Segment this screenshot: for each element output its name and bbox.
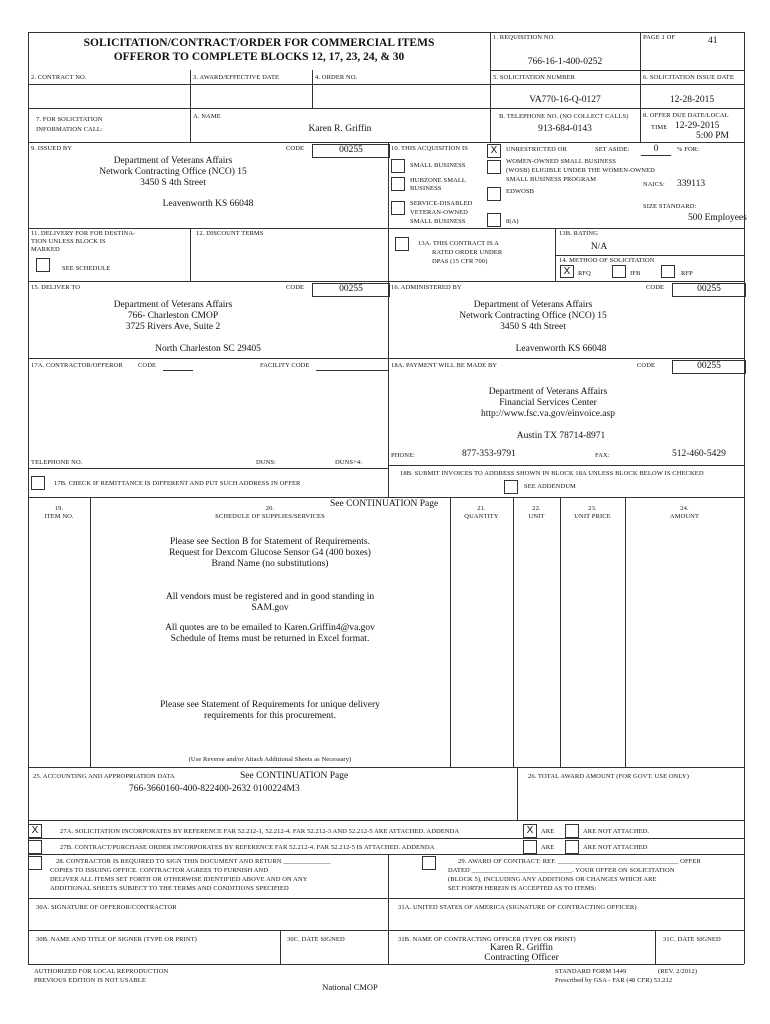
block-28-line-2: COPIES TO ISSUING OFFICE. CONTRACTOR AGREES TO FURNISH AND — [50, 867, 269, 874]
contact-name-value[interactable]: Karen R. Griffin — [308, 124, 372, 134]
wosb-label: WOMEN-OWNED SMALL BUSINESS — [506, 158, 616, 165]
edwosb-label: EDWOSB — [506, 188, 535, 195]
issued-by-line-4: Leavenworth KS 66048 — [162, 199, 254, 209]
footer-standard-form: STANDARD FORM 1449 — [555, 968, 627, 975]
footer-previous-edition: PREVIOUS EDITION IS NOT USABLE — [34, 977, 146, 984]
8a-checkbox[interactable] — [487, 213, 501, 227]
telephone-label: B. TELEPHONE NO. (NO COLLECT CALLS) — [499, 113, 629, 120]
col-schedule: SCHEDULE OF SUPPLIES/SERVICES — [215, 513, 325, 520]
col-quantity: QUANTITY — [464, 513, 499, 520]
deliver-to-code[interactable]: 00255 — [312, 283, 390, 297]
schedule-text-1c: Brand Name (no substitutions) — [211, 559, 329, 569]
deliver-to-line-1: Department of Veterans Affairs — [113, 300, 233, 310]
signer-name-label: 30B. NAME AND TITLE OF SIGNER (TYPE OR PRINT) — [36, 936, 197, 943]
footer-revision: (REV. 2/2012) — [658, 968, 698, 975]
set-aside-pct[interactable]: 0 — [641, 144, 671, 156]
payment-phone-label: PHONE: — [391, 452, 416, 459]
unrestricted-checkbox[interactable]: X — [487, 144, 501, 158]
administered-line-4: Leavenworth KS 66048 — [515, 344, 607, 354]
block-27b-text: 27B. CONTRACT/PURCHASE ORDER INCORPORATES BY REFERENCE FAR 52.212-4. FAR 52.212-5 IS ATTACHED. ADDENDA — [60, 844, 435, 851]
facility-code-field[interactable] — [316, 360, 388, 371]
wosb-checkbox[interactable] — [487, 160, 501, 174]
page-count: 41 — [708, 36, 718, 46]
requisition-value[interactable]: 766-16-1-400-0252 — [527, 57, 603, 67]
payment-fax-label: FAX: — [595, 452, 610, 459]
schedule-text-2b: SAM.gov — [251, 603, 289, 613]
discount-terms-label: 12. DISCOUNT TERMS — [196, 230, 264, 237]
small-business-checkbox[interactable] — [391, 159, 405, 173]
see-schedule-checkbox[interactable] — [36, 258, 50, 272]
deliver-to-line-2: 766- Charleston CMOP — [127, 311, 219, 321]
form-title-line-2: OFFEROR TO COMPLETE BLOCKS 12, 17, 23, 24, & 30 — [113, 51, 405, 63]
ifb-checkbox[interactable] — [612, 265, 626, 278]
hubzone-label: HUBZONE SMALL — [410, 177, 467, 184]
payment-line-2: Financial Services Center — [499, 398, 597, 408]
issued-by-line-2: Network Contracting Office (NCO) 15 — [99, 167, 247, 177]
size-standard-value[interactable]: 500 Employees — [688, 213, 747, 223]
issued-by-line-1: Department of Veterans Affairs — [113, 156, 233, 166]
sdvosb-checkbox[interactable] — [391, 201, 405, 215]
telephone-no-label: TELEPHONE NO. — [31, 459, 83, 466]
requisition-label: 1. REQUISITION NO. — [493, 34, 556, 41]
signature-offeror-field[interactable] — [30, 912, 385, 929]
offer-due-date[interactable]: 12-29-2015 — [675, 121, 720, 131]
delivery-label-3: MARKED — [31, 246, 60, 253]
administered-code-label: CODE — [646, 284, 665, 291]
block-28-checkbox[interactable] — [28, 856, 42, 870]
duns-label: DUNS: — [256, 459, 277, 466]
block-27b-are-checkbox[interactable] — [523, 840, 537, 854]
col-schedule-num: 20. — [265, 505, 275, 512]
block-27a-are-not-checkbox[interactable] — [565, 824, 579, 838]
block-29-line-2: DATED ______________________________. YOUR OFFER ON SOLICITATION — [448, 867, 675, 874]
block-29-line-1: 29. AWARD OF CONTRACT: REF. ____________________________________ OFFER — [458, 858, 701, 865]
issue-date-label: 6. SOLICITATION ISSUE DATE — [643, 74, 734, 81]
remittance-label: 17B. CHECK IF REMITTANCE IS DIFFERENT AND PUT SUCH ADDRESS IN OFFER — [54, 480, 301, 487]
accounting-label: 25. ACCOUNTING AND APPROPRIATION DATA — [33, 773, 175, 780]
schedule-text-1a: Please see Section B for Statement of Requirements. — [170, 537, 370, 547]
block-27a-checkbox[interactable]: X — [28, 824, 42, 838]
telephone-value[interactable]: 913-684-0143 — [538, 124, 592, 134]
offer-due-time[interactable]: 5:00 PM — [696, 131, 729, 141]
col-unit-num: 22. — [532, 505, 541, 512]
administered-line-1: Department of Veterans Affairs — [473, 300, 593, 310]
submit-invoices-label: 18B. SUBMIT INVOICES TO ADDRESS SHOWN IN BLOCK 18A UNLESS BLOCK BELOW IS CHECKED — [400, 470, 704, 477]
wosb-label-3: SMALL BUSINESS PROGRAM — [506, 176, 597, 183]
col-item-no: ITEM NO. — [44, 513, 74, 520]
footer-center-text: National CMOP — [322, 982, 378, 992]
schedule-text-3b: Schedule of Items must be returned in Excel format. — [170, 634, 370, 644]
schedule-text-2a: All vendors must be registered and in good standing in — [165, 592, 375, 602]
see-addendum-checkbox[interactable] — [504, 480, 518, 494]
date-signed-officer-label: 31C. DATE SIGNED — [663, 936, 721, 943]
col-unit-price: UNIT PRICE — [574, 513, 611, 520]
administered-line-2: Network Contracting Office (NCO) 15 — [459, 311, 607, 321]
block-27a-are-label: ARE — [541, 828, 555, 835]
acquisition-label: 10. THIS ACQUISITION IS — [391, 145, 468, 152]
payment-label: 18A. PAYMENT WILL BE MADE BY — [391, 362, 498, 369]
block-29-line-4: SET FORTH HEREIN IS ACCEPTED AS TO ITEMS: — [448, 885, 597, 892]
solicitation-no-label: 5. SOLICITATION NUMBER — [493, 74, 576, 81]
block-27b-are-not-label: ARE NOT ATTACHED — [583, 844, 648, 851]
officer-name: Karen R. Griffin — [490, 943, 553, 953]
form-title-line-1: SOLICITATION/CONTRACT/ORDER FOR COMMERCIAL ITEMS — [83, 37, 435, 49]
payment-code[interactable]: 00255 — [672, 360, 746, 374]
signature-officer-label: 31A. UNITED STATES OF AMERICA (SIGNATURE OF CONTRACTING OFFICER) — [398, 904, 637, 911]
issued-by-line-3: 3450 S 4th Street — [140, 178, 206, 188]
signature-offeror-label: 30A. SIGNATURE OF OFFEROR/CONTRACTOR — [36, 904, 177, 911]
facility-code-label: FACILITY CODE — [260, 362, 310, 369]
rated-order-label-2: RATED ORDER UNDER — [432, 249, 503, 256]
award-date-label: 3. AWARD/EFFECTIVE DATE — [193, 74, 280, 81]
payment-line-4: Austin TX 78714-8971 — [516, 431, 606, 441]
deliver-to-line-3: 3725 Rivers Ave, Suite 2 — [125, 322, 221, 332]
rated-order-label: 13A. THIS CONTRACT IS A — [418, 240, 499, 247]
rfp-checkbox[interactable] — [661, 265, 675, 278]
rating-label: 13B. RATING — [559, 230, 599, 237]
payment-fax[interactable]: 512-460-5429 — [672, 449, 726, 459]
col-quantity-num: 21. — [477, 505, 486, 512]
solicitation-no-value[interactable]: VA770-16-Q-0127 — [529, 95, 601, 105]
payment-phone[interactable]: 877-353-9791 — [462, 449, 516, 459]
block-28-line-4: ADDITIONAL SHEETS SUBJECT TO THE TERMS AND CONDITIONS SPECIFIED — [50, 885, 289, 892]
rating-value[interactable]: N/A — [590, 242, 608, 252]
col-amount: AMOUNT — [669, 513, 700, 520]
footer-authorized: AUTHORIZED FOR LOCAL REPRODUCTION — [34, 968, 169, 975]
sdvosb-label: SERVICE-DISABLED — [410, 200, 473, 207]
block-27a-are-checkbox[interactable]: X — [523, 824, 537, 838]
set-aside-label: SET ASIDE: — [595, 146, 630, 153]
block-29-checkbox[interactable] — [422, 856, 436, 870]
unrestricted-label: UNRESTRICTED OR — [506, 146, 567, 153]
ifb-label: IFB — [630, 270, 641, 277]
edwosb-checkbox[interactable] — [487, 187, 501, 201]
size-standard-label: SIZE STANDARD: — [643, 203, 697, 210]
sdvosb-label-3: SMALL BUSINESS — [410, 218, 466, 225]
block-27a-are-not-label: ARE NOT ATTACHED. — [583, 828, 650, 835]
administered-code[interactable]: 00255 — [672, 283, 746, 297]
block-27a-text: 27A. SOLICITATION INCORPORATES BY REFERENCE FAR 52.212-1, 52.212-4. FAR 52.212-3 AND 52.212-5 ARE ATTACHED. ADDENDA — [60, 828, 460, 835]
accounting-see-continuation: See CONTINUATION Page — [240, 771, 349, 781]
payment-line-3: http://www.fsc.va.gov/einvoice.asp — [481, 409, 615, 419]
wosb-label-2: (WOSB) ELIGIBLE UNDER THE WOMEN-OWNED — [506, 167, 655, 174]
date-signed-contractor-label: 30C. DATE SIGNED — [287, 936, 345, 943]
contractor-label: 17A. CONTRACTOR/OFFEROR — [31, 362, 123, 369]
order-no-label: 4. ORDER NO. — [315, 74, 358, 81]
officer-name-label: 31B. NAME OF CONTRACTING OFFICER (TYPE OR PRINT) — [398, 936, 576, 943]
total-award-label: 26. TOTAL AWARD AMOUNT (FOR GOVT. USE ONLY) — [528, 773, 689, 780]
reverse-note: (Use Reverse and/or Attach Additional Sheets as Necessary) — [188, 756, 352, 763]
offer-due-label: 8. OFFER DUE DATE/LOCAL — [643, 112, 729, 119]
footer-prescribed: Prescribed by GSA - FAR (48 CFR) 53.212 — [555, 977, 673, 984]
method-label: 14. METHOD OF SOLICITATION — [559, 257, 655, 264]
sdvosb-label-2: VETERAN-OWNED — [410, 209, 468, 216]
see-addendum-label: SEE ADDENDUM — [524, 483, 576, 490]
contractor-code-field[interactable] — [163, 360, 193, 371]
rfq-checkbox[interactable]: X — [560, 265, 574, 278]
schedule-text-4a: Please see Statement of Requirements for unique delivery — [160, 700, 380, 710]
naics-value[interactable]: 339113 — [677, 179, 706, 189]
issue-date-value[interactable]: 12-28-2015 — [669, 95, 715, 105]
hubzone-label-2: BUSINESS — [410, 185, 442, 192]
block-29-line-3: (BLOCK 5), INCLUDING ANY ADDITIONS OR CHANGES WHICH ARE — [448, 876, 657, 883]
contract-no-label: 2. CONTRACT NO. — [31, 74, 87, 81]
small-business-label: SMALL BUSINESS — [410, 162, 466, 169]
block-27b-are-label: ARE — [541, 844, 555, 851]
issued-by-code-label: CODE — [286, 145, 305, 152]
block-27b-checkbox[interactable] — [28, 840, 42, 854]
pct-for-label: % FOR: — [677, 146, 700, 153]
administered-by-label: 16. ADMINISTERED BY — [391, 284, 462, 291]
col-item-no-num: 19. — [54, 505, 64, 512]
schedule-text-4b: requirements for this procurement. — [204, 711, 336, 721]
see-schedule-label: SEE SCHEDULE — [62, 265, 111, 272]
info-call-label: 7. FOR SOLICITATION — [36, 116, 103, 123]
payment-code-label: CODE — [637, 362, 656, 369]
delivery-label-2: TION UNLESS BLOCK IS — [31, 238, 106, 245]
accounting-value[interactable]: 766-3660160-400-822400-2632 0100224M3 — [129, 784, 300, 794]
page-label: PAGE 1 OF — [643, 34, 676, 41]
block-27b-are-not-checkbox[interactable] — [565, 840, 579, 854]
officer-title: Contracting Officer — [484, 953, 559, 963]
duns4-label: DUNS+4: — [335, 459, 363, 466]
rfq-label: RFQ — [578, 270, 591, 277]
schedule-see-continuation: See CONTINUATION Page — [330, 499, 439, 509]
naics-label: NAICS: — [643, 181, 665, 188]
col-unit-price-num: 23. — [588, 505, 597, 512]
schedule-text-1b: Request for Dexcom Glucose Sensor G4 (400 boxes) — [169, 548, 371, 558]
info-call-label-2: INFORMATION CALL: — [36, 126, 103, 133]
contractor-code-label: CODE — [138, 362, 157, 369]
deliver-to-line-4: North Charleston SC 29405 — [155, 344, 261, 354]
name-label: A. NAME — [193, 113, 221, 120]
block-28-line-1: 28. CONTRACTOR IS REQUIRED TO SIGN THIS DOCUMENT AND RETURN ______________ — [56, 858, 331, 865]
signature-officer-field[interactable] — [390, 912, 742, 929]
rated-order-label-3: DPAS (15 CFR 700) — [432, 258, 488, 265]
administered-line-3: 3450 S 4th Street — [500, 322, 566, 332]
offer-due-time-label: TIME — [651, 124, 668, 131]
8a-label: 8(A) — [506, 218, 519, 225]
schedule-text-3a: All quotes are to be emailed to Karen.Griffin4@va.gov — [165, 623, 375, 633]
block-28-line-3: DELIVER ALL ITEMS SET FORTH OR OTHERWISE IDENTIFIED ABOVE AND ON ANY — [50, 876, 308, 883]
remittance-checkbox[interactable] — [31, 476, 45, 490]
rfp-label: RFP — [681, 270, 693, 277]
col-unit: UNIT — [528, 513, 545, 520]
delivery-label: 11. DELIVERY FOR FOB DESTINA- — [31, 230, 136, 237]
issued-by-code[interactable]: 00255 — [312, 144, 390, 158]
col-amount-num: 24. — [680, 505, 689, 512]
payment-line-1: Department of Veterans Affairs — [488, 387, 608, 397]
issued-by-label: 9. ISSUED BY — [31, 145, 73, 152]
deliver-to-label: 15. DELIVER TO — [31, 284, 81, 291]
rated-order-checkbox[interactable] — [395, 237, 409, 251]
hubzone-checkbox[interactable] — [391, 177, 405, 191]
deliver-to-code-label: CODE — [286, 284, 305, 291]
